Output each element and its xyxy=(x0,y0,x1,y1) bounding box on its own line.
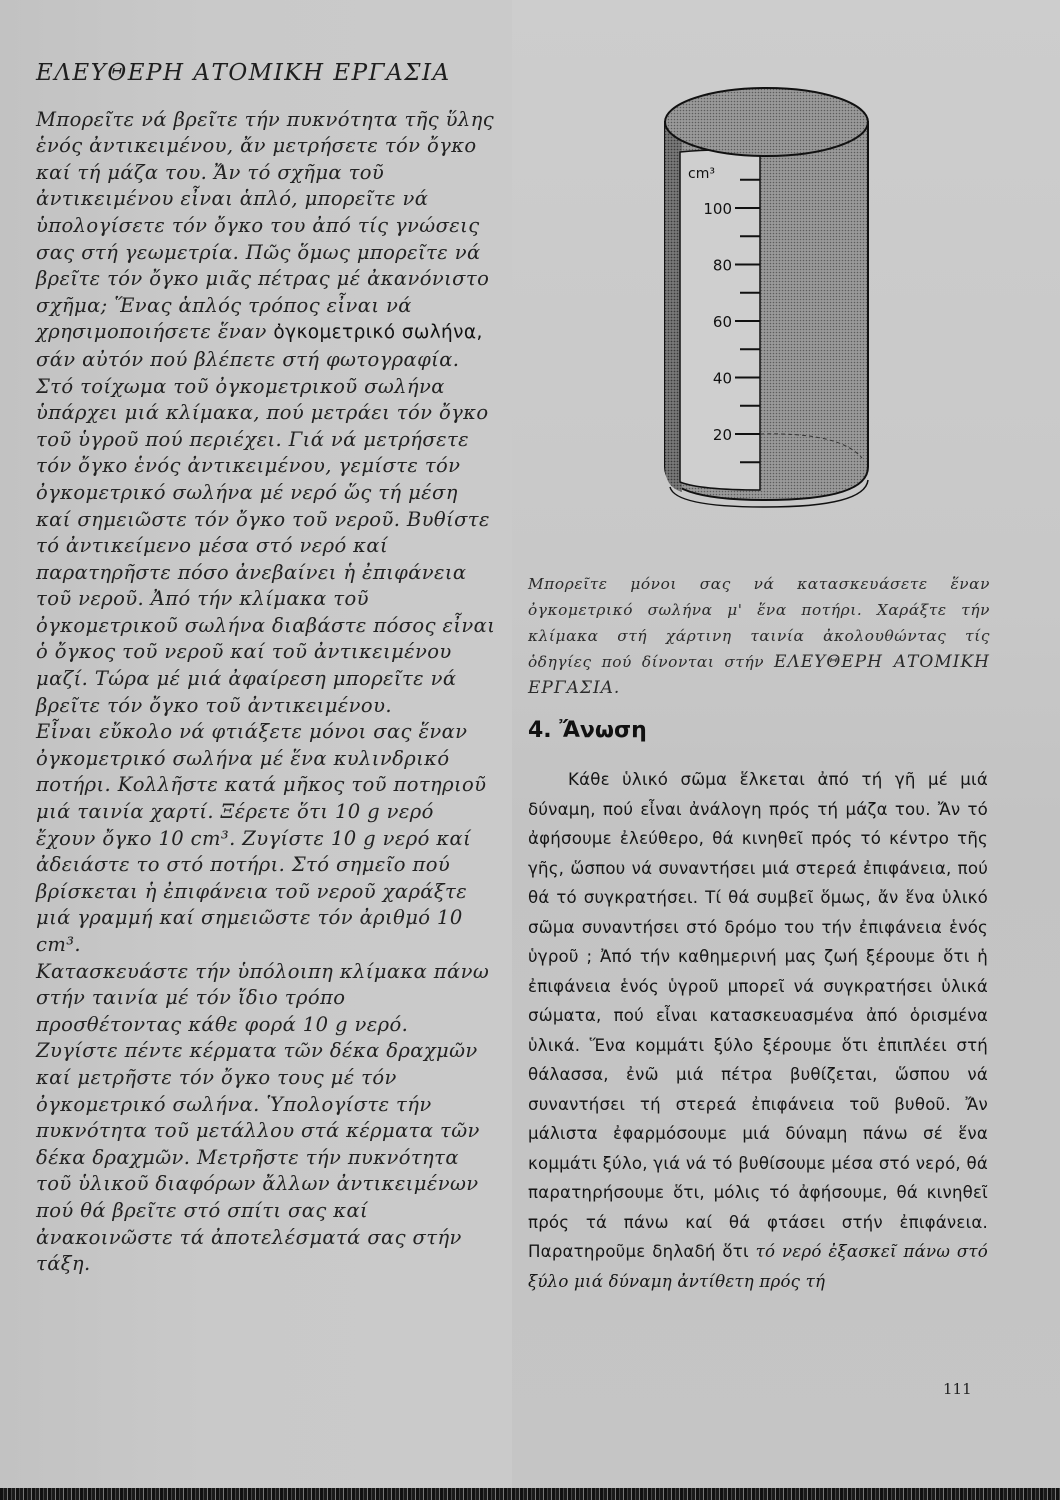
caption-text: Μπορεῖτε μόνοι σας νά κατασκευάσετε ἕναν ὀγκομετρικό σωλήνα μ' ἕνα ποτήρι. Χαράξτε τήν κλίμακα στή χάρτινη ταινία ἀκολουθώντας τίς ὁδηγίες πού δίνονται στήν xyxy=(528,575,990,671)
italic-text: τό νερό ἐξασκεῖ πάνω στό ξύλο μιά δύναμη ἀντίθετη πρός τή xyxy=(528,1242,988,1291)
paragraph: Κατασκευάστε τήν ὑπόλοιπη κλίμακα πάνω στήν ταινία μέ τόν ἴδιο τρόπο προσθέτοντας κάθε φορά 10 g νερό. xyxy=(36,959,490,1036)
unit-label: cm³ xyxy=(688,166,715,182)
paragraph-text: Κάθε ὑλικό σῶμα ἕλκεται ἀπό τή γῆ μέ μιά δύναμη, πού εἶναι ἀνάλογη πρός τή μάζα του. Ἄν τό ἀφήσουμε ἐλεύθερο, θά κινηθεῖ πρός τό κέντρο τῆς γῆς, ὥσπου νά συναντήσει μιά στερεά ἐπιφάνεια, πού θά τό συγκρατήσει. Τί θά συμβεῖ ὅμως, ἄν ἕνα ὑλικό σῶμα συναντήσει στό δρόμο του τήν ἐπιφάνεια ἑνός ὑγροῦ ; Ἀπό τήν καθημερινή μας ζωή ξέρουμε ὅτι ἡ ἐπιφάνεια ἑνός ὑγροῦ μπορεῖ νά συγκρατήσει ὑλικά σώματα, πού εἶναι κατασκευασμένα ἀπό ὁρισμένα ὑλικά. Ἕνα κομμάτι ξύλο ξέρουμε ὅτι ἐπιπλέει στή θάλασσα, ἐνῶ μιά πέτρα βυθίζεται, ὥσπου νά συναντήσει τή στερεά ἐπιφάνεια τοῦ βυθοῦ. Ἄν μάλιστα ἐφαρμόσουμε μιά δύναμη πάνω σέ ἕνα κομμάτι ξύλο, γιά νά τό βυθίσουμε μέσα στό νερό, θά παρατηρήσουμε ὅτι, μόλις τό ἀφήσουμε, θά κινηθεῖ πρός τά πάνω καί θά φτάσει στήν ἐπιφάνεια. Παρατηροῦμε δηλαδή ὅτι xyxy=(528,770,988,1261)
paragraph: Ζυγίστε πέντε κέρματα τῶν δέκα δραχμῶν καί μετρῆστε τόν ὄγκο τους μέ τόν ὀγκομετρικό σωλήνα. Ὑπολογίστε τήν πυκνότητα τοῦ μετάλλου στά κέρματα τῶν δέκα δραχμῶν. Μετρῆστε τήν πυκνότητα τοῦ ὑλικοῦ διαφόρων ἄλλων ἀντικειμένων πού θά βρεῖτε στό σπίτι σας καί ἀνακοινῶστε τά ἀποτελέσματά σας στήν τάξη. xyxy=(36,1039,480,1276)
page-number: 111 xyxy=(943,1380,972,1398)
free-work-column xyxy=(36,60,496,1278)
graduated-cylinder-illustration xyxy=(640,82,890,522)
scale-label: 40 xyxy=(712,369,732,388)
paragraph xyxy=(528,765,988,1296)
paragraph-text: Μπορεῖτε νά βρεῖτε τήν πυκνότητα τῆς ὕλης ἑνός ἀντικειμένου, ἄν μετρήσετε τόν ὄγκο καί τή μάζα του. Ἄν τό σχῆμα τοῦ ἀντικειμένου εἶναι ἁπλό, μπορεῖτε νά ὑπολογίσετε τόν ὄγκο του ἀπό τίς γνώσεις σας στή γεωμετρία. Πῶς ὅμως μπορεῖτε νά βρεῖτε τόν ὄγκο μιᾶς πέτρας μέ ἀκανόνιστο σχῆμα; Ἕνας ἁπλός τρόπος εἶναι νά χρησιμοποιήσετε ἕναν xyxy=(36,107,495,344)
paragraph-text: σάν αὐτόν πού βλέπετε στή φωτογραφία. Στό τοίχωμα τοῦ ὀγκομετρικοῦ σωλήνα ὑπάρχει μιά κλίμακα, πού μετράει τόν ὄγκο τοῦ ὑγροῦ πού περιέχει. Γιά νά μετρήσετε τόν ὄγκο ἑνός ἀντικειμένου, γεμίστε τόν ὀγκομετρικό σωλήνα μέ νερό ὥς τή μέση καί σημειῶστε τόν ὄγκο τοῦ νεροῦ. Βυθίστε τό ἀντικείμενο μέσα στό νερό καί παρατηρῆστε πόσο ἀνεβαίνει ἡ ἐπιφάνεια τοῦ νεροῦ. Ἀπό τήν κλίμακα τοῦ ὀγκομετρικοῦ σωλήνα διαβάστε πόσος εἶναι ὁ ὄγκος τοῦ νεροῦ καί τοῦ ἀντικειμένου μαζί. Τώρα μέ μιά ἀφαίρεση μπορεῖτε νά βρεῖτε τόν ὄγκο τοῦ ἀντικειμένου. xyxy=(36,347,496,717)
free-work-title: ΕΛΕΥΘΕΡΗ ΑΤΟΜΙΚΗ ΕΡΓΑΣΙΑ xyxy=(36,60,451,86)
paragraph: Εἶναι εὔκολο νά φτιάξετε μόνοι σας ἕναν ὀγκομετρικό σωλήνα μέ ἕνα κυλινδρικό ποτήρι. Κολλῆστε κατά μῆκος τοῦ ποτηριοῦ μιά ταινία χαρτί. Ξέρετε ὅτι 10 g νερό ἔχουν ὄγκο 10 cm³. Ζυγίστε 10 g νερό καί ἀδειάστε το στό ποτήρι. Στό σημεῖο πού βρίσκεται ἡ ἐπιφάνεια τοῦ νεροῦ χαράξτε μιά γραμμή καί σημειῶστε τόν ἀριθμό 10 cm³. xyxy=(36,720,487,956)
section-heading: 4. Ἄνωση xyxy=(528,718,647,743)
figure-caption xyxy=(528,571,990,701)
scan-edge-strip xyxy=(0,1488,1060,1500)
paragraph xyxy=(36,107,496,720)
scale-label: 100 xyxy=(703,200,732,218)
scale-label: 60 xyxy=(712,313,732,331)
scale-label: 80 xyxy=(712,256,732,275)
section-body xyxy=(528,765,988,1296)
cylinder-body xyxy=(665,88,868,507)
emphasized-term: ὀγκομετρικό σωλήνα, xyxy=(273,322,483,344)
scale-label: 20 xyxy=(712,426,732,444)
caption-caps: ΕΛΕΥΘΕΡΗ ΑΤΟΜΙΚΗ ΕΡΓΑΣΙΑ. xyxy=(528,652,990,698)
